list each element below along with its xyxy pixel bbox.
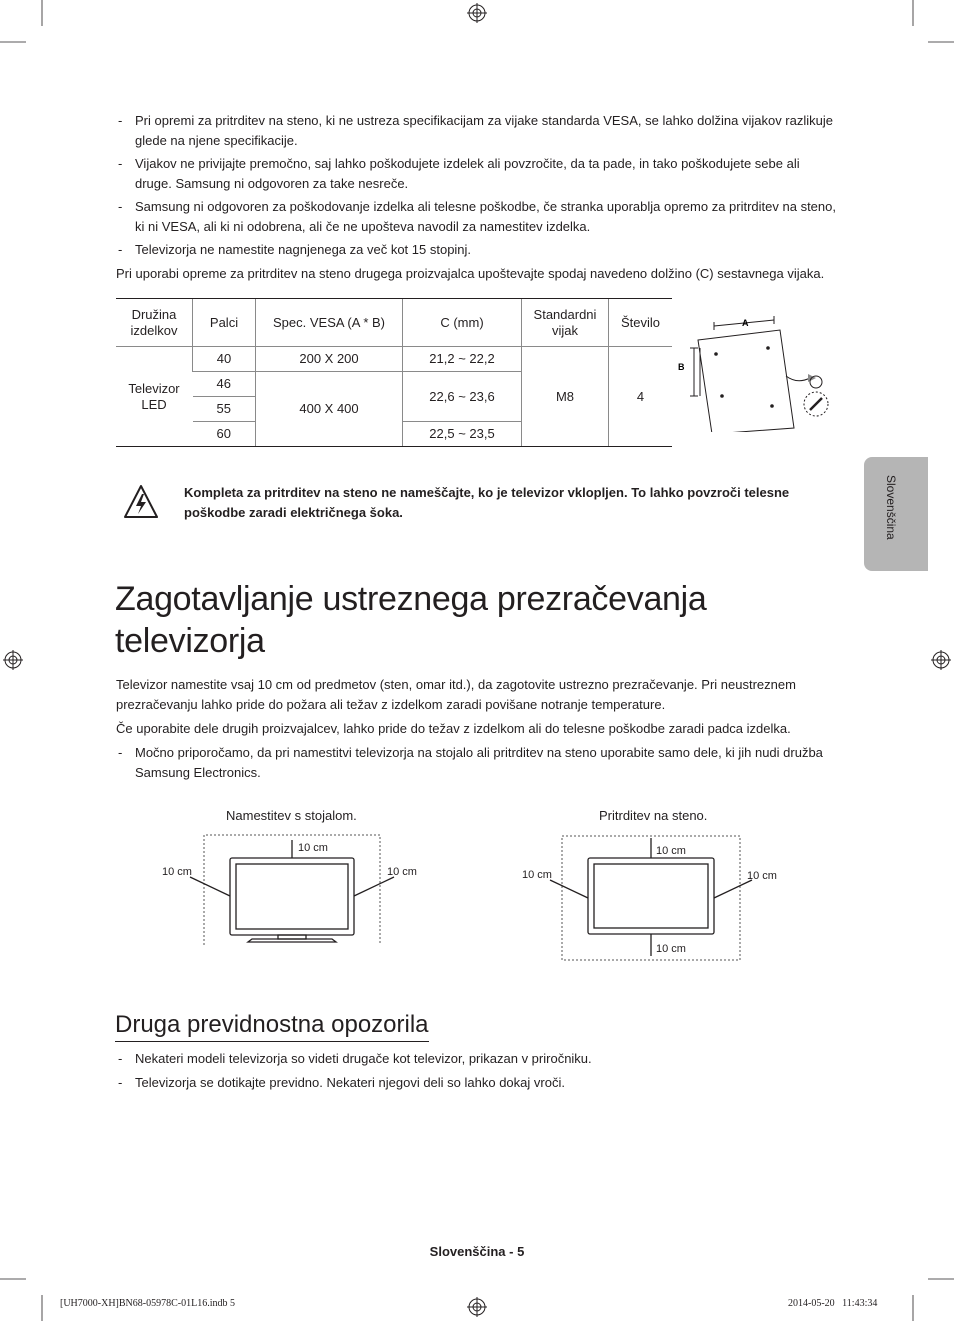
cell-c-mm: 22,6 ~ 23,6 — [403, 372, 522, 422]
bullet-item: - Samsung ni odgovoren za poškodovanje izdelka ali telesne poškodbe, če stranka uporablja opremo za pritrditev na steno, ki ni VESA, ali ki ni odobrena, ali če ne upošteva navodil za namestitev izdelka. — [116, 197, 836, 236]
wall-diagram-caption: Pritrditev na steno. — [599, 808, 708, 823]
side-tab-label: Slovenščina — [884, 475, 898, 540]
electric-shock-warning-icon — [123, 484, 159, 520]
wall-bottom-distance: 10 cm — [656, 943, 686, 955]
ventilation-para-2: Če uporabite dele drugih proizvajalcev, lahko pride do težav z izdelkom ali do telesne poškodbe zaradi padca izdelka. — [116, 721, 791, 736]
section-title-ventilation: Zagotavljanje ustreznega prezračevanja televizorja — [115, 580, 707, 660]
cell-vesa: 200 X 200 — [256, 347, 403, 372]
wall-clearance-diagram — [510, 830, 800, 966]
cell-c-mm: 22,5 ~ 23,5 — [403, 422, 522, 447]
mount-label-b: B — [678, 362, 685, 372]
bullet-item: - Pri opremi za pritrditev na steno, ki ne ustreza specifikacijam za vijake standarda VESA, se lahko dolžina vijakov razlikuje glede na njene specifikacije. — [116, 111, 836, 150]
top-bullet-list — [116, 111, 836, 264]
cell-screw: M8 — [522, 347, 609, 447]
bullet-item: - Televizorja se dotikajte previdno. Nekateri njegovi deli so lahko dokaj vroči. — [116, 1073, 836, 1093]
vesa-spec-table — [116, 298, 672, 447]
cell-vesa: 400 X 400 — [256, 372, 403, 447]
warning-text: Kompleta za pritrditev na steno ne nameščajte, ko je televizor vklopljen. To lahko povzroči telesne poškodbe zaradi električnega šoka. — [184, 485, 790, 520]
header-vesa: Spec. VESA (A * B) — [256, 299, 403, 347]
cell-inches: 55 — [193, 397, 256, 422]
mount-label-a: A — [742, 318, 749, 328]
bullet-item: - Nekateri modeli televizorja so videti drugače kot televizor, prikazan v priročniku. — [116, 1049, 836, 1069]
section-title-precautions: Druga previdnostna opozorila — [115, 1010, 429, 1042]
stand-clearance-diagram — [150, 830, 430, 950]
wall-right-distance: 10 cm — [747, 870, 777, 882]
ventilation-para-1: Televizor namestite vsaj 10 cm od predmetov (sten, omar itd.), da zagotovite ustrezno prezračevanje. Pri neustreznem prezračevanju lahko pride do požara ali težav z izdelkom zaradi povišane notranje temperature. — [116, 677, 796, 712]
header-c-mm: C (mm) — [403, 299, 522, 347]
intro-text: Pri uporabi opreme za pritrditev na steno drugega proizvajalca upoštevajte spodaj navedeno dolžino (C) sestavnega vijaka. — [116, 266, 825, 281]
stand-left-distance: 10 cm — [162, 866, 192, 878]
page-footer: Slovenščina - 5 — [429, 1244, 525, 1259]
header-screw: Standardni vijak — [522, 299, 609, 347]
cell-family: Televizor LED — [116, 347, 193, 447]
bullet-item: - Močno priporočamo, da pri namestitvi televizorja na stojalo ali pritrditev na steno uporabite samo dele, ki jih nudi družba Samsung Electronics. — [116, 743, 836, 782]
stand-diagram-caption: Namestitev s stojalom. — [226, 808, 357, 823]
bullet-item: - Televizorja ne namestite nagnjenega za več kot 15 stopinj. — [116, 240, 836, 260]
ventilation-bullet-list — [116, 743, 836, 786]
table-row — [116, 347, 672, 372]
header-count: Število — [609, 299, 673, 347]
wall-top-distance: 10 cm — [656, 845, 686, 857]
cell-inches: 40 — [193, 347, 256, 372]
bullet-item: - Vijakov ne privijajte premočno, saj lahko poškodujete izdelek ali povzročite, da ta pade, in tako poškodujete sebe ali druge. Samsung ni odgovoren za take nesreče. — [116, 154, 836, 193]
header-family: Družina izdelkov — [116, 299, 193, 347]
header-inches: Palci — [193, 299, 256, 347]
print-meta-left: [UH7000-XH]BN68-05978C-01L16.indb 5 — [60, 1298, 235, 1309]
cell-count: 4 — [609, 347, 673, 447]
language-side-tab — [864, 457, 928, 571]
cell-c-mm: 21,2 ~ 22,2 — [403, 347, 522, 372]
precautions-bullet-list — [116, 1049, 836, 1096]
wall-left-distance: 10 cm — [522, 869, 552, 881]
stand-top-distance: 10 cm — [298, 842, 328, 854]
table-header-row — [116, 299, 672, 347]
wall-mount-illustration — [676, 312, 836, 432]
cell-inches: 60 — [193, 422, 256, 447]
stand-right-distance: 10 cm — [387, 866, 417, 878]
cell-inches: 46 — [193, 372, 256, 397]
print-meta-right: 2014-05-20 11:43:34 — [788, 1298, 878, 1309]
